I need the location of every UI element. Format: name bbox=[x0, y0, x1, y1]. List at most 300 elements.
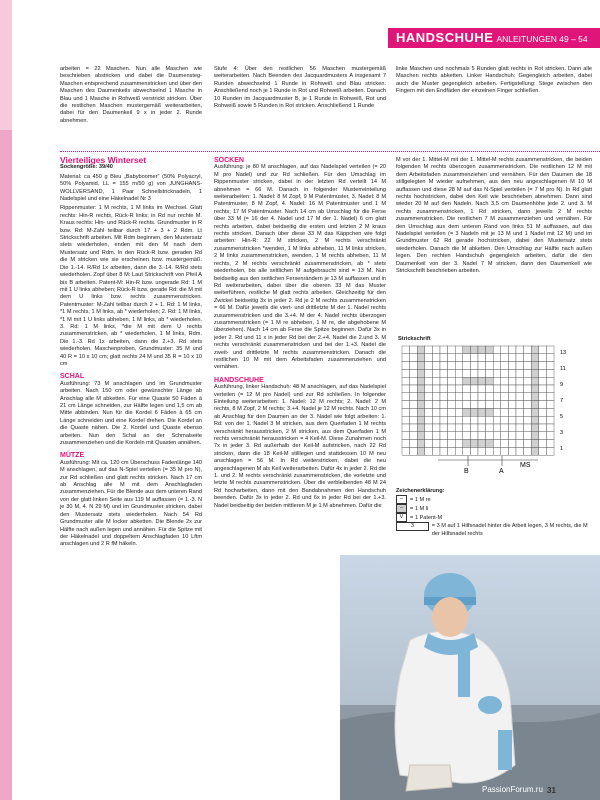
chart-cell bbox=[448, 424, 456, 432]
chart-cell bbox=[478, 369, 486, 377]
chart-cell bbox=[493, 393, 501, 401]
chart-cell bbox=[470, 440, 478, 448]
chart-cell bbox=[463, 408, 471, 416]
chart-cell bbox=[516, 354, 524, 362]
chart-cell bbox=[539, 401, 547, 409]
chart-cell bbox=[425, 432, 433, 440]
chart-cell bbox=[516, 447, 524, 455]
chart-cell bbox=[524, 369, 532, 377]
chart-cell bbox=[524, 385, 532, 393]
chart-cell bbox=[508, 369, 516, 377]
chart-cell bbox=[546, 447, 554, 455]
chart-cell bbox=[455, 432, 463, 440]
chart-cell bbox=[524, 362, 532, 370]
chart-cell bbox=[455, 401, 463, 409]
row-label: 11 bbox=[560, 366, 566, 372]
chart-cell bbox=[508, 440, 516, 448]
chart-cell bbox=[440, 377, 448, 385]
chart-cell bbox=[516, 377, 524, 385]
top-col-3: linke Maschen und nochmals 5 Runden glatt rechts in Rot stricken. Dann alle Maschen rechts abketten. Linker Handschuh: Gegengleich arbeiten, dabei auch die Muster gegengleich arbeiten. Fertigstellung: Stege zwischen den Fingern mit den Endfäden der einzelnen Finger schließen. bbox=[396, 66, 592, 95]
chart-cell bbox=[417, 440, 425, 448]
chart-cell bbox=[539, 354, 547, 362]
chart-cell bbox=[440, 440, 448, 448]
chart-cell bbox=[470, 346, 478, 354]
chart-cell bbox=[425, 362, 433, 370]
chart-cell bbox=[486, 385, 494, 393]
chart-cell bbox=[508, 362, 516, 370]
top-col-1: arbeiten = 22 Maschen. Nun alle Maschen wie beschrieben abstricken und dabei die Daumensteg-Maschen entsprechend zusammenstricken und über den Maschen des Daumenkeils abwechselnd 1 Masche in Blau und 1 Masche in Rohweiß verstrickt stricken. Über die restlichen Maschen mustergemäß weiterarbeiten, dabei für den Daumenkeil 9 x in jeder 2. Runde abnehmen. bbox=[60, 66, 202, 124]
chart-cell bbox=[463, 401, 471, 409]
chart-cell bbox=[478, 447, 486, 455]
sock-size: Sockengröße: 39/40 bbox=[60, 164, 113, 171]
row-label: 3 bbox=[560, 430, 564, 436]
socken-heading: SOCKEN bbox=[214, 157, 244, 164]
chart-cell bbox=[516, 416, 524, 424]
row-label: 1 bbox=[560, 446, 564, 452]
chart-cell bbox=[463, 385, 471, 393]
chart-cell bbox=[432, 354, 440, 362]
chart-cell bbox=[546, 362, 554, 370]
legend-text: = 1 M li bbox=[410, 505, 429, 512]
chart-cell bbox=[455, 416, 463, 424]
chart-cell bbox=[493, 385, 501, 393]
chart-cell bbox=[546, 385, 554, 393]
chart-cell bbox=[524, 354, 532, 362]
chart-cell bbox=[410, 369, 418, 377]
schal-heading: SCHAL bbox=[60, 373, 85, 381]
chart-cell bbox=[539, 346, 547, 354]
muetze-heading: MÜTZE bbox=[60, 452, 85, 460]
chart-cell bbox=[432, 440, 440, 448]
chart-cell bbox=[463, 393, 471, 401]
chart-cell bbox=[440, 369, 448, 377]
chart-cell bbox=[455, 354, 463, 362]
chart-cell bbox=[440, 362, 448, 370]
legend-item bbox=[396, 522, 592, 538]
chart-cell bbox=[455, 408, 463, 416]
legend-text: = 3 M auf 1 Hilfsnadel hinter die Arbeit legen, 3 M rechts, die M der Hilfsnadel rechts bbox=[431, 523, 588, 537]
chart-cell bbox=[546, 432, 554, 440]
chart-cell bbox=[455, 377, 463, 385]
chart-cell bbox=[417, 447, 425, 455]
chart-cell bbox=[402, 432, 410, 440]
chart-cell bbox=[402, 346, 410, 354]
chart-cell bbox=[463, 369, 471, 377]
chart-cell bbox=[508, 432, 516, 440]
chart-cell bbox=[524, 424, 532, 432]
muetze-text: Ausführung: Mit ca. 120 cm Überschuss Fadenlänge 140 M anschlagen, auf das N-Spiel verteilen (= 35 M pro N), zur Rd schließen und glatt rechts stricken. Nach 17 cm ab Anschlag alle M mit dem Anschlagfaden zusammenziehen. Für die Blende aus dem unteren Rand von der glatt linken Seite aus 119 M auffassen (= 1.-3. N je 30 M, 4. N 29 M) und im Grundmuster stricken, dabei den Mustersatz stets wiederholen. Nach 54 Rd Grundmuster alle M locker abketten. Die Blende 2x zur Hälfte nach außen legen und annähen. Für die Spitze mit der Häkelnadel und doppeltem Anschlagfaden 10 Lftm anschlagen und 2 R fM häkeln. bbox=[60, 459, 202, 548]
chart-cell bbox=[470, 416, 478, 424]
chart-cell bbox=[425, 385, 433, 393]
chart-cell bbox=[417, 385, 425, 393]
chart-cell bbox=[463, 362, 471, 370]
knitting-chart-svg bbox=[398, 344, 568, 474]
chart-cell bbox=[410, 447, 418, 455]
chart-cell bbox=[539, 432, 547, 440]
chart-cell bbox=[425, 424, 433, 432]
chart-cell bbox=[508, 346, 516, 354]
legend-item bbox=[396, 495, 592, 504]
chart-cell bbox=[516, 385, 524, 393]
chart-cell bbox=[440, 408, 448, 416]
chart-cell bbox=[448, 377, 456, 385]
handschuhe-heading: HANDSCHUHE bbox=[214, 376, 264, 384]
label-a: A bbox=[499, 468, 504, 474]
chart-cell bbox=[470, 424, 478, 432]
label-ms: MS bbox=[520, 462, 531, 469]
chart-cell bbox=[493, 362, 501, 370]
chart-cell bbox=[493, 440, 501, 448]
chart-cell bbox=[501, 440, 509, 448]
chart-cell bbox=[440, 447, 448, 455]
chart-cell bbox=[531, 354, 539, 362]
chart-cell bbox=[432, 447, 440, 455]
chart-cell bbox=[402, 362, 410, 370]
chart-cell bbox=[448, 408, 456, 416]
chart-cell bbox=[425, 369, 433, 377]
chart-cell bbox=[463, 416, 471, 424]
chart-cell bbox=[417, 354, 425, 362]
chart-cell bbox=[410, 377, 418, 385]
chart-cell bbox=[486, 408, 494, 416]
legend-text: = 1 M re bbox=[410, 496, 431, 503]
chart-cell bbox=[402, 424, 410, 432]
chart-cell bbox=[402, 401, 410, 409]
chart-cell bbox=[539, 393, 547, 401]
chart-cell bbox=[410, 393, 418, 401]
chart-cell bbox=[448, 393, 456, 401]
chart-cell bbox=[539, 385, 547, 393]
chart-cell bbox=[493, 432, 501, 440]
chart-cell bbox=[432, 424, 440, 432]
column-3-text: M vor der 1. Mittel-M mit der 1. Mittel-M rechts zusammenstricken, die beiden folgenden M rechts überzogen zusammenstricken. Die restlichen 12 M mit dem Arbeitsfaden zusammenziehen und vernähen. Für den Daumen die 18 stillgelegten M wieder aufnehmen, aus den neu angeschlagenen M 10 M auffassen und diese 28 M auf das N-Spiel verteilen (= 7 M pro N). In Rd glatt rechts hochstricken, dabei den Keil wie beschrieben abnehmen. Dann sind wieder 20 M auf den Nadeln. Nach 3,5 cm Daumenhöhe jede 2. und 3. M rechts zusammenstricken, 1 Rd stricken, dann jeweils 2 M rechts zusammenstricken. Die restlichen 7 M zusammenziehen und vernähen. Für den Umschlag aus dem unteren Rand von links 51 M auffassen, auf das Nadelspiel verteilen (= 3 Nadeln mit je 13 M und 1 Nadel mit 12 M) und im Grundmuster 62 Rd gerade hochstricken, dabei den Mustersatz stets wiederholen. Danach die M abketten. Den Umschlag zur Hälfte nach außen legen. Den rechten Handschuh gegengleich arbeiten, dafür die den Daumenkeil von der 3. Nadel 7 M stricken, dann den Daumenkeil wie Strickschrift beschrieben arbeiten. bbox=[396, 157, 592, 275]
chart-cell bbox=[539, 416, 547, 424]
chart-cell bbox=[470, 377, 478, 385]
chart-cell bbox=[516, 424, 524, 432]
chart-cell bbox=[432, 385, 440, 393]
chart-cell bbox=[402, 354, 410, 362]
legend-symbol: 3 bbox=[396, 522, 429, 531]
socken-text: Ausführung: je 80 M anschlagen, auf das Nadelspiel verteilen (= 20 M pro Nadel) und zur Rd schließen. Für den Umschlag im Rippenmuster stricken, dabei in der letzten Rd verteilt 14 M abnehmen = 66 M. Danach in folgender Musterreinteilung weiterarbeiten: 1. Nadel: 8 M Zopf, 9 M Patentmuster, 3. Nadel: 8 M Patentmuster, 8 M Zopf, 4. Nadel: 16 M Patentmuster und 1 M rechts; 17 M Patentmuster. Nach 14 cm ab Umschlag für die Ferse über 33 M (= 16 der 4. Nadel und 17 M der 1. Nadel) 6 cm glatt rechts arbeiten, dabei beidseitig die ersten und letzten 2 M kraus rechts stricken. Danach über diese 33 M das Käppchen wie folgt arbeiten: Hin-R: 22 M stricken, 2 M rechts verschränkt zusammenstricken *wenden, 1 M links abheben, 11 M links stricken, 2 M links zusammenstricken, wenden, 1 M rechts abheben, 11 M rechts, 2 M rechts verschränkt zusammenstricken, ab * stets wiederholen, bis alle seitlichen M aufgebraucht sind = 13 M. Nun beidseitig aus den seitlichen Fersenrändern je 13 M auffassen und in Rd weiterarbeiten, dabei über die oberen 33 M das Muster weiterführen, restliche M glatt rechts arbeiten. Gleichzeitig für den Zwickel beidseitig 3x in jeder 2. Rd je 2 M rechts zusammenstricken = 66 M. Dafür jeweils die viert- und drittletzte M der 1. Nadel rechts zusammenstricken und die 3.+4. M der 4. Nadel rechts überzogen zusammenstricken (= 1 M re abheben, 1 M re, die abgehobene M überziehen). Nach 14 cm ab Ferse die Spitze beginnen. Dafür 3x in jeder 2. Rd und 11 x in jeder Rd bei der 2.+4. Nadel die 2.und 3. M rechts verschränkt zusammenstricken und bei der 1.+3. Nadel die zweit- und drittletzte M rechts zusammenstricken. Danach die restlichen 10 M mit dem Arbeitsfaden zusammenziehen und vernähen. bbox=[214, 164, 386, 371]
chart-cell bbox=[455, 424, 463, 432]
chart-cell bbox=[501, 354, 509, 362]
chart-cell bbox=[425, 393, 433, 401]
chart-cell bbox=[539, 377, 547, 385]
chart-cell bbox=[493, 416, 501, 424]
chart-cell bbox=[432, 393, 440, 401]
chart-cell bbox=[402, 377, 410, 385]
chart-cell bbox=[539, 408, 547, 416]
chart-cell bbox=[425, 354, 433, 362]
column-3 bbox=[396, 157, 592, 278]
chart-row-labels bbox=[560, 350, 566, 452]
chart-cell bbox=[508, 424, 516, 432]
chart-cell bbox=[463, 440, 471, 448]
chart-cell bbox=[402, 447, 410, 455]
legend-title: Zeichenerklärung: bbox=[396, 488, 445, 494]
chart-cell bbox=[508, 447, 516, 455]
row-label: 13 bbox=[560, 350, 567, 356]
chart-cell bbox=[478, 346, 486, 354]
chart-cell bbox=[440, 416, 448, 424]
chart-cell bbox=[516, 440, 524, 448]
chart-cell bbox=[508, 385, 516, 393]
chart-cell bbox=[546, 401, 554, 409]
chart-cell bbox=[417, 416, 425, 424]
chart-cell bbox=[425, 408, 433, 416]
chart-cell bbox=[531, 362, 539, 370]
chart-cell bbox=[463, 346, 471, 354]
chart-cell bbox=[470, 408, 478, 416]
chart-cell bbox=[448, 354, 456, 362]
chart-cell bbox=[546, 354, 554, 362]
chart-cell bbox=[501, 416, 509, 424]
chart-cell bbox=[410, 440, 418, 448]
chart-cell bbox=[524, 408, 532, 416]
chart-cell bbox=[448, 346, 456, 354]
chart-cell bbox=[448, 447, 456, 455]
chart-cell bbox=[516, 346, 524, 354]
chart-cell bbox=[478, 424, 486, 432]
chart-cell bbox=[440, 401, 448, 409]
chart-cell bbox=[478, 385, 486, 393]
chart-cell bbox=[410, 432, 418, 440]
chart-cell bbox=[478, 432, 486, 440]
chart-cell bbox=[402, 416, 410, 424]
chart-cell bbox=[478, 401, 486, 409]
chart-cell bbox=[410, 362, 418, 370]
legend-symbol: – bbox=[396, 504, 407, 513]
chart-cell bbox=[501, 393, 509, 401]
chart-cell bbox=[402, 385, 410, 393]
chart-cell bbox=[410, 424, 418, 432]
chart-cell bbox=[432, 432, 440, 440]
column-1 bbox=[60, 157, 202, 551]
chart-cell bbox=[478, 393, 486, 401]
chart-cell bbox=[478, 416, 486, 424]
chart-cell bbox=[410, 385, 418, 393]
chart-cell bbox=[516, 432, 524, 440]
chart-cell bbox=[440, 346, 448, 354]
model-photo bbox=[340, 555, 600, 800]
chart-cell bbox=[501, 401, 509, 409]
chart-cell bbox=[448, 401, 456, 409]
left-stripe-accent bbox=[0, 130, 12, 800]
chart-cell bbox=[546, 377, 554, 385]
chart-cell bbox=[524, 432, 532, 440]
chart-cell bbox=[417, 346, 425, 354]
photo-illustration bbox=[340, 555, 600, 800]
material-text: Material: ca 450 g Bleu „Babyboomer" (50% Polyacryl, 50% Polyamid, LL = 155 m/50 g) von JUNGHANS-WOLLVERSAND, 1 Paar Schnellstricknadeln, 1 Nadelspiel und eine Häkelnadel Nr 3 bbox=[60, 173, 202, 203]
chart-cell bbox=[432, 416, 440, 424]
chart-cell bbox=[432, 362, 440, 370]
chart-cell bbox=[486, 354, 494, 362]
chart-cell bbox=[486, 447, 494, 455]
chart-cell bbox=[455, 447, 463, 455]
chart-cell bbox=[516, 393, 524, 401]
chart-cell bbox=[417, 362, 425, 370]
chart-cell bbox=[531, 369, 539, 377]
chart-cell bbox=[486, 393, 494, 401]
chart-cell bbox=[410, 346, 418, 354]
chart-cell bbox=[501, 408, 509, 416]
chart-cell bbox=[539, 362, 547, 370]
chart-cell bbox=[455, 385, 463, 393]
chart-cell bbox=[478, 354, 486, 362]
chart-cell bbox=[470, 385, 478, 393]
chart-cell bbox=[531, 424, 539, 432]
chart-cell bbox=[524, 346, 532, 354]
chart-cell bbox=[493, 346, 501, 354]
chart-cell bbox=[546, 369, 554, 377]
chart-cell bbox=[486, 377, 494, 385]
chart-cell bbox=[440, 354, 448, 362]
schal-text: Ausführung: 73 M anschlagen und im Grundmuster arbeiten. Nach 150 cm oder gewünschter Länge ab Anschlag alle M abketten. Für eine Quaste 50 Fäden à 21 cm Länge schneiden, zur Hälfte legen und 1,5 cm ab Mitte abbinden. Nun für die Kordel 6 Fäden à 65 cm Länge schneiden und eine Kordel drehen. Die Kordel an die Quaste nähen. Die 2. Kordel und Quaste ebenso arbeiten. Nun den Schal an der Schmalseite zusammenziehen und die Kordeln mit Quasten annähen. bbox=[60, 380, 202, 447]
legend-text: = 1 Patent-M bbox=[410, 514, 443, 521]
chart-cell bbox=[432, 401, 440, 409]
chart-cell bbox=[539, 424, 547, 432]
chart-cell bbox=[531, 416, 539, 424]
page-number: 31 bbox=[547, 786, 556, 795]
chart-cell bbox=[417, 393, 425, 401]
chart-cell bbox=[531, 393, 539, 401]
chart-cell bbox=[531, 408, 539, 416]
column-2 bbox=[214, 157, 386, 512]
chart-cell bbox=[455, 346, 463, 354]
chart-cell bbox=[486, 362, 494, 370]
chart-cell bbox=[546, 408, 554, 416]
chart-cell bbox=[493, 408, 501, 416]
chart-cell bbox=[508, 401, 516, 409]
chart-cell bbox=[417, 424, 425, 432]
handschuhe-text: Ausführung, linker Handschuh: 48 M anschlagen, auf das Nadelspiel verteilen (= 12 M pro Nadel) und zur Rd schließen. In folgender Einteilung weiterarbeiten: 1. Nadel: 12 M rechts; 2. Nadel: 2 M rechts, 8 M Zopf, 2 M rechts; 3.+4. Nadel je 12 M rechts. Nach 10 cm ab Anschlag für den Daumen an der 3. Nadel wie folgt arbeiten: 1. Rd: von der 1. Nadel 3 M stricken, aus dem Querfaden 1 M rechts verschränkt herausstricken, 2 M stricken, aus dem Querfaden 1 M rechts verschränkt herausstricken = 4 Keil-M. Diese Zunahmen noch 7x in jeder 3. Rd außerhalb der Keil-M aufstricken, nach 22 Rd stricken, dann die 18 Keil-M stilllegen und stattdessen 10 M neu anschlagen = 56 M. In Rd weiterstricken, dabei die neu angeschlagenen M als Keil weiterarbeiten. Dafür 4x in jeder 2. Rd die 1. und 2. M rechts verschränkt zusammenstricken, die vorletzte und letzte M rechts zusammenstricken. Über die verbleibenden 48 M 24 Rd hocharbeiten, dann mit den Bandabnahmen den Handschuh beenden. Dafür 3x in jeder 2. Rd und 6x in jeder Rd bei der 1.+3. Nadel beidseitig der beiden mittleren M je 1 M abnehmen. Dafür die bbox=[214, 384, 386, 509]
chart-cell bbox=[501, 377, 509, 385]
chart-cell bbox=[448, 432, 456, 440]
chart-cell bbox=[478, 362, 486, 370]
chart-cell bbox=[402, 393, 410, 401]
chart-cell bbox=[455, 369, 463, 377]
chart-cell bbox=[516, 408, 524, 416]
chart-cell bbox=[425, 447, 433, 455]
header-subtitle: ANLEITUNGEN 49 – 54 bbox=[496, 34, 588, 44]
chart-cell bbox=[493, 424, 501, 432]
chart-cell bbox=[493, 354, 501, 362]
chart-cell bbox=[478, 377, 486, 385]
chart-cell bbox=[501, 447, 509, 455]
chart-cell bbox=[546, 424, 554, 432]
chart-cell bbox=[531, 447, 539, 455]
chart-cell bbox=[432, 408, 440, 416]
chart-cell bbox=[463, 424, 471, 432]
chart-cell bbox=[432, 369, 440, 377]
chart-cell bbox=[546, 440, 554, 448]
chart-cell bbox=[524, 393, 532, 401]
chart-cell bbox=[402, 408, 410, 416]
chart-cell bbox=[516, 369, 524, 377]
chart-cell bbox=[524, 447, 532, 455]
legend-symbol: V bbox=[396, 513, 407, 522]
chart-cell bbox=[524, 440, 532, 448]
chart-legend bbox=[396, 487, 592, 538]
chart-cell bbox=[425, 440, 433, 448]
legend-item bbox=[396, 513, 592, 522]
chart-cell bbox=[455, 362, 463, 370]
chart-cell bbox=[486, 401, 494, 409]
chart-cell bbox=[501, 346, 509, 354]
chart-cell bbox=[417, 432, 425, 440]
chart-title: Strickschrift bbox=[398, 336, 431, 342]
chart-cell bbox=[410, 354, 418, 362]
chart-cell bbox=[531, 401, 539, 409]
chart-cell bbox=[425, 346, 433, 354]
chart-cell bbox=[508, 393, 516, 401]
chart-cell bbox=[501, 369, 509, 377]
chart-cell bbox=[493, 377, 501, 385]
row-label: 9 bbox=[560, 382, 564, 388]
chart-cell bbox=[508, 408, 516, 416]
chart-cell bbox=[486, 424, 494, 432]
chart-cell bbox=[455, 440, 463, 448]
chart-cell bbox=[493, 401, 501, 409]
chart-cell bbox=[486, 440, 494, 448]
chart-cell bbox=[493, 369, 501, 377]
chart-cell bbox=[448, 385, 456, 393]
row-label: 5 bbox=[560, 414, 564, 420]
chart-cell bbox=[470, 432, 478, 440]
chart-cell bbox=[470, 401, 478, 409]
chart-cell bbox=[508, 377, 516, 385]
chart-cell bbox=[402, 440, 410, 448]
chart-cell bbox=[425, 416, 433, 424]
chart-cell bbox=[470, 447, 478, 455]
chart-cell bbox=[470, 393, 478, 401]
chart-cell bbox=[531, 440, 539, 448]
chart-cell bbox=[486, 416, 494, 424]
chart-cell bbox=[501, 385, 509, 393]
chart-cell bbox=[478, 408, 486, 416]
chart-cell bbox=[425, 377, 433, 385]
chart-cell bbox=[463, 447, 471, 455]
chart-cell bbox=[448, 362, 456, 370]
chart-cell bbox=[470, 354, 478, 362]
chart-cell bbox=[463, 432, 471, 440]
chart-cell bbox=[539, 369, 547, 377]
header-title: HANDSCHUHE ANLEITUNGEN 49 – 54 bbox=[396, 30, 588, 45]
chart-cell bbox=[516, 362, 524, 370]
chart-cell bbox=[432, 377, 440, 385]
chart-cell bbox=[478, 440, 486, 448]
chart-cell bbox=[524, 416, 532, 424]
top-col-2: Stufe 4: Über den restlichen 56 Maschen mustergemäß weiterarbeiten. Nach Beenden des Jacquardmusters A insgesamt 7 Runden abwechselnd 1 Runde in Rohweiß und Blau stricken. Anschließend noch je 1 Runde in Rot und Rohweiß arbeiten. Danach 10 Runden im Jacquardmuster B, je 1 Runde in Rohweiß, Rot und Rohweiß sowie 5 Runden in Rot stricken. Anschließend 1 Runde bbox=[214, 66, 386, 110]
chart-cell bbox=[531, 346, 539, 354]
chart-cell bbox=[508, 416, 516, 424]
watermark: PassionForum.ru bbox=[482, 785, 543, 794]
chart-cell bbox=[531, 377, 539, 385]
chart-cell bbox=[539, 447, 547, 455]
chart-cell bbox=[410, 408, 418, 416]
chart-cell bbox=[531, 385, 539, 393]
chart-cell bbox=[486, 369, 494, 377]
chart-cell bbox=[501, 424, 509, 432]
chart-cell bbox=[402, 369, 410, 377]
chart-cell bbox=[417, 401, 425, 409]
chart-cell bbox=[531, 432, 539, 440]
pattern-text: Rippenmuster: 1 M rechts, 1 M links im Wechsel. Glatt rechts: Hin-R rechts, Rück-R links; in Rd nur rechte M. Kraus rechts: Hin- und Rück-R rechts. Grundmuster in R bzw. Rd: M-Zahl teilbar durch 17 + 3 + 2 Rdm. Lt Strickschrift arbeiten. Mit Rdm beginnen, den Mustersatz stets wiederholen, enden mit den M nach dem Mustersatz und Rdm. In den Rück-R bzw. geraden Rd die M stricken wie sie erscheinen bzw. mustergemäß. Die 1.-14. R/Rd 1x arbeiten, dann die 3.-14. R/Rd stets wiederholen. Zopf über 8 M: Laut Strickschrift von Pfeil A bis B arbeiten. Patent-M: Hin-R bzw. ungerade Rd: 1 M mit 1 U links abheben; Rück-R bzw. gerade Rd: die M mit dem U links bzw. rechts zusammenstricken. Patentmuster: M-Zahl teilbar durch 2 + 1. Rd: 1 M links, *1 M rechts, 1 M links, ab * wiederholen; 2. Rd: 1 M links, *1 M mit 1 U links abheben, 1 M links, ab * wiederholen. 3. Rd: 1 M links, *die M mit dem U rechts zusammenstricken, ab * wiederholen, 1 M links, Rdm. Die 1.-3. Rd 1x arbeiten, dann die 2.+3. Rd stets wiederholen. Maschenproben, Grundmuster: 35 M und 40 R = 10 x 10 cm; glatt rechts 24 M und 35 R = 10 x 10 cm bbox=[60, 205, 202, 367]
label-b: B bbox=[464, 468, 469, 474]
legend-symbol: – bbox=[396, 495, 407, 504]
chart-cell bbox=[440, 424, 448, 432]
chart-cell bbox=[493, 447, 501, 455]
